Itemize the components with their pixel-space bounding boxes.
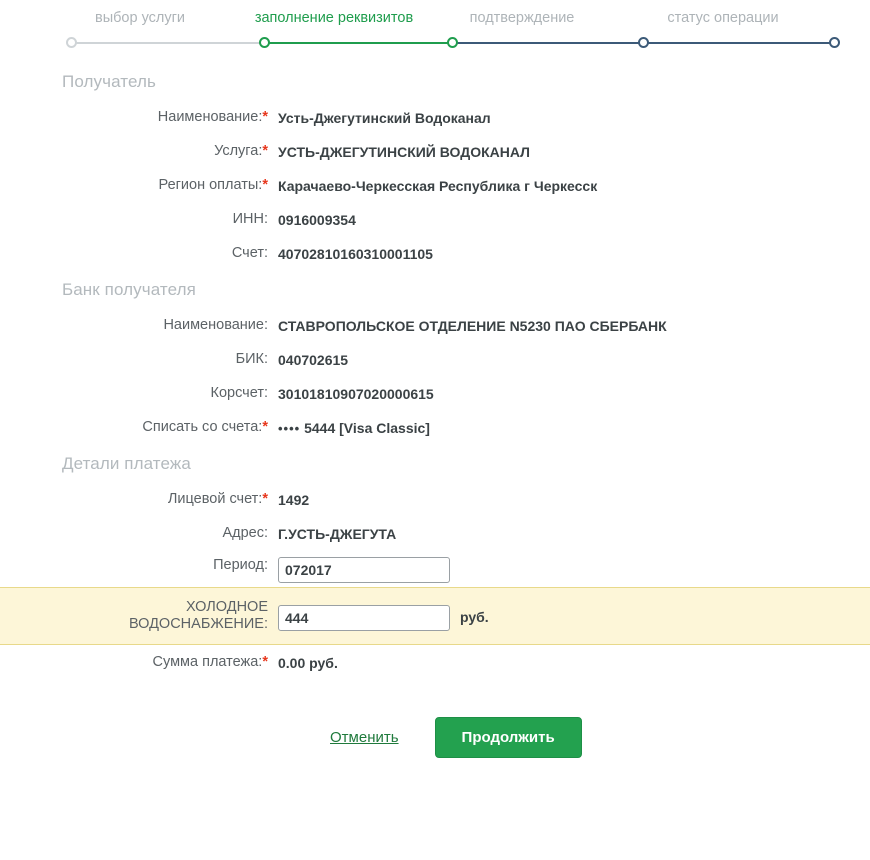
cancel-link[interactable]: Отменить (330, 729, 399, 746)
stepper-step-1-label[interactable]: выбор услуги (94, 10, 186, 26)
field-value-bank-name: СТАВРОПОЛЬСКОЕ ОТДЕЛЕНИЕ N5230 ПАО СБЕРБАНК (278, 318, 667, 334)
stepper-node-1[interactable] (66, 37, 77, 48)
field-label: Сумма платежа:* (152, 654, 268, 670)
stepper-node-2[interactable] (259, 37, 270, 48)
form-actions (330, 679, 870, 758)
progress-stepper (0, 0, 870, 52)
stepper-segment-3 (452, 42, 643, 44)
field-row-inn (0, 202, 870, 236)
field-value-account: 40702810160310001105 (278, 246, 433, 262)
field-value-bik: 040702615 (278, 352, 349, 368)
stepper-node-3[interactable] (447, 37, 458, 48)
field-label: Период: (213, 557, 268, 573)
field-label: ИНН: (232, 211, 268, 227)
period-input[interactable] (278, 557, 450, 583)
required-marker: * (262, 491, 268, 507)
field-row-total (0, 645, 870, 679)
stepper-track (66, 37, 840, 49)
stepper-segment-4 (643, 42, 834, 44)
currency-unit-label: руб. (460, 609, 489, 625)
field-row-korschet (0, 376, 870, 410)
field-value-cold-water[interactable] (278, 602, 870, 631)
required-marker: * (262, 654, 268, 670)
field-label: Наименование:* (157, 109, 268, 125)
stepper-step-2-label[interactable]: заполнение реквизитов (254, 10, 414, 26)
field-row-service (0, 134, 870, 168)
field-value-recipient-name: Усть-Джегутинский Водоканал (278, 110, 491, 126)
field-row-bik (0, 342, 870, 376)
field-value-address: Г.УСТЬ-ДЖЕГУТА (278, 526, 397, 542)
field-label: Адрес: (222, 525, 268, 541)
field-row-debit-account[interactable] (0, 410, 870, 444)
continue-button[interactable]: Продолжить (435, 717, 582, 758)
field-value-service: УСТЬ-ДЖЕГУТИНСКИЙ ВОДОКАНАЛ (278, 144, 530, 160)
card-number-suffix: 5444 [Visa Classic] (304, 420, 430, 436)
field-label: Наименование: (163, 317, 268, 333)
required-marker: * (262, 419, 268, 435)
field-value-period[interactable] (278, 554, 870, 583)
required-marker: * (262, 143, 268, 159)
required-marker: * (262, 177, 268, 193)
payment-form (0, 52, 870, 758)
section-title-payment-details: Детали платежа (62, 454, 191, 473)
field-row-period[interactable] (0, 550, 870, 587)
field-label: Регион оплаты:* (158, 177, 268, 193)
stepper-segment-2 (264, 42, 452, 44)
field-label: Лицевой счет:* (167, 491, 268, 507)
field-label: БИК: (235, 351, 268, 367)
field-value-debit-account[interactable] (278, 416, 870, 438)
field-label: Услуга:* (214, 143, 268, 159)
field-value-personal-account: 1492 (278, 492, 310, 508)
field-row-bank-name (0, 308, 870, 342)
cold-water-label-line2: ВОДОСНАБЖЕНИЕ: (128, 616, 268, 632)
cold-water-label-line1: ХОЛОДНОЕ (185, 599, 268, 615)
stepper-labels (40, 10, 830, 26)
field-row-address (0, 516, 870, 550)
field-label: Корсчет: (210, 385, 268, 401)
section-title-recipient: Получатель (62, 72, 156, 91)
field-value-total: 0.00 руб. (278, 655, 338, 671)
field-value-inn: 0916009354 (278, 212, 356, 228)
section-title-recipient-bank: Банк получателя (62, 280, 196, 299)
stepper-segment-1 (72, 42, 264, 44)
field-value-korschet: 30101810907020000615 (278, 386, 434, 402)
stepper-node-4 (638, 37, 649, 48)
card-mask-dots: •••• (278, 421, 301, 436)
field-value-payment-region: Карачаево-Черкесская Республика г Черкесск (278, 178, 598, 194)
field-row-account (0, 236, 870, 270)
field-row-recipient-name (0, 100, 870, 134)
stepper-step-3-label: подтверждение (469, 10, 575, 26)
field-label: Счет: (231, 245, 268, 261)
field-label-cold-water (0, 599, 278, 633)
required-marker: * (262, 109, 268, 125)
stepper-node-5 (829, 37, 840, 48)
field-row-personal-account (0, 482, 870, 516)
field-row-payment-region (0, 168, 870, 202)
cold-water-amount-input[interactable] (278, 605, 450, 631)
field-label: Списать со счета:* (142, 419, 268, 435)
field-row-cold-water[interactable] (0, 587, 870, 645)
stepper-step-4-label: статус операции (667, 10, 779, 26)
